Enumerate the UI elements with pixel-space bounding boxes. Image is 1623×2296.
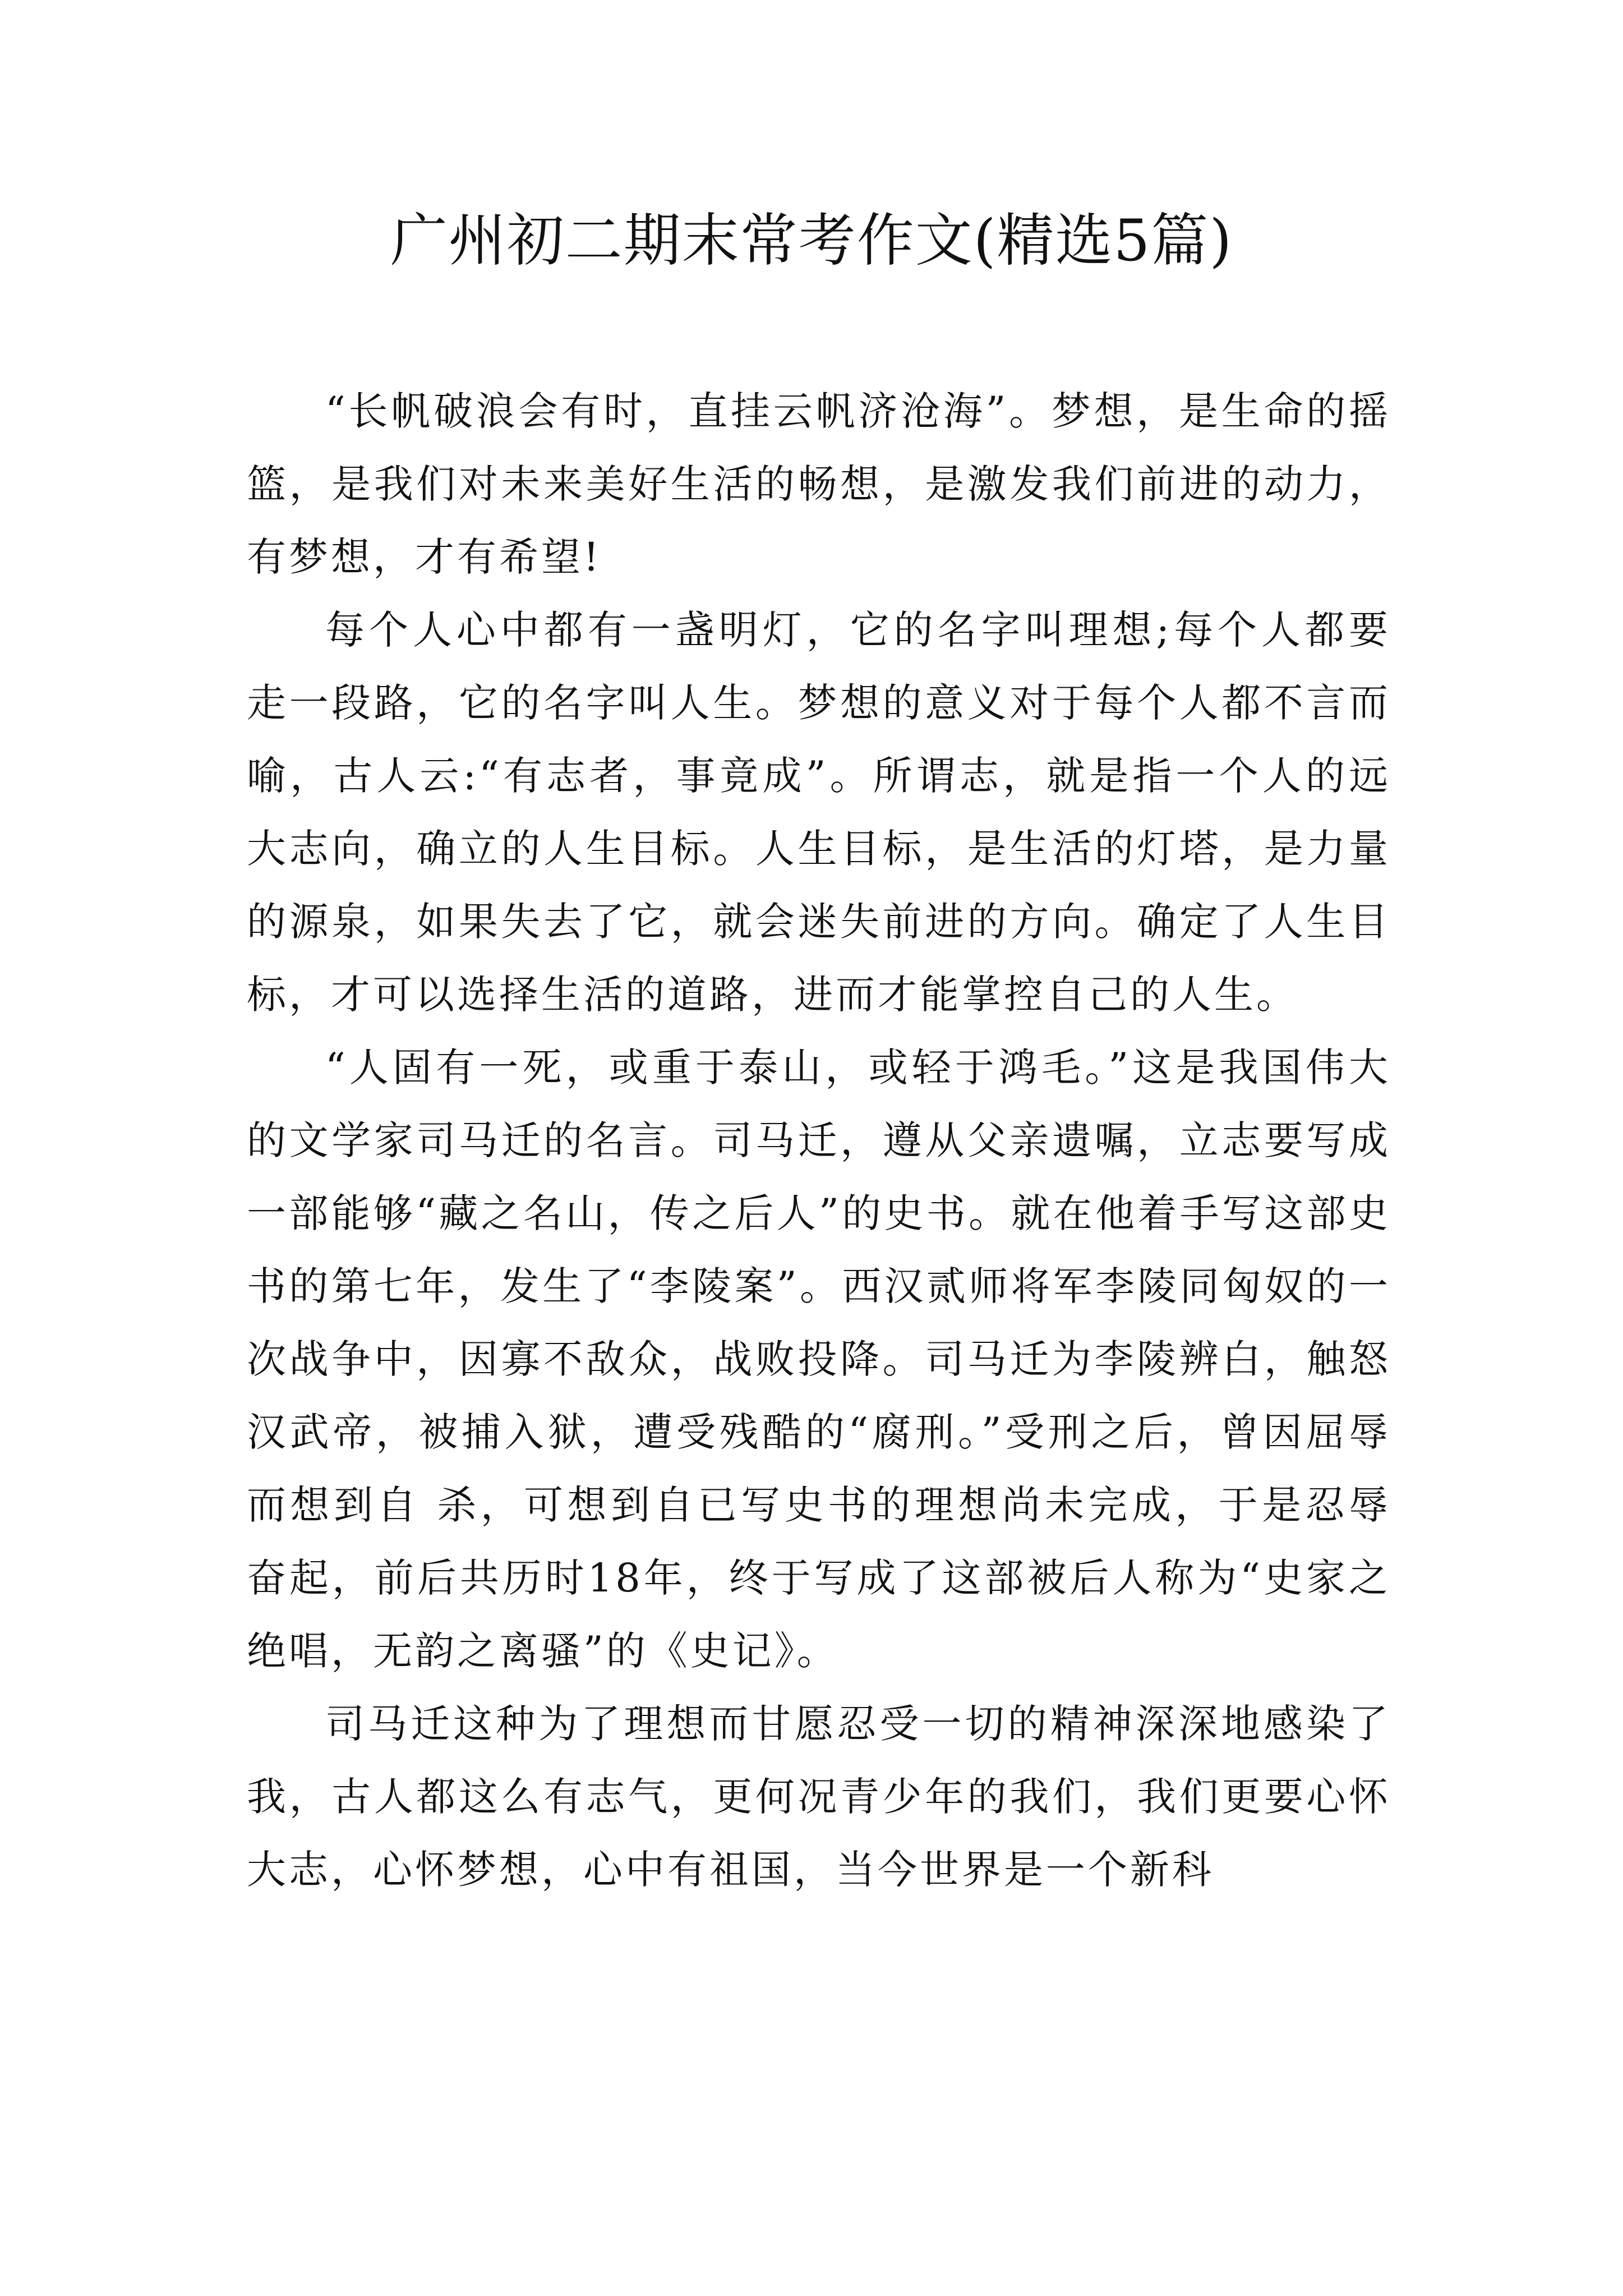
- paragraph-4: 司马迁这种为了理想而甘愿忍受一切的精神深深地感染了我，古人都这么有志气，更何况青少年的我们，我们更要心怀大志，心怀梦想，心中有祖国，当今世界是一个新科: [247, 1701, 1391, 1893]
- document-title: 广州初二期末常考作文(精选5篇): [390, 208, 1233, 274]
- paragraph-1: “长帆破浪会有时，直挂云帆济沧海”。梦想，是生命的摇篮，是我们对未来美好生活的畅想，是激发我们前进的动力，有梦想，才有希望!: [247, 388, 1391, 580]
- paragraph-2: 每个人心中都有一盏明灯，它的名字叫理想;每个人都要走一段路，它的名字叫人生。梦想的意义对于每个人都不言而喻，古人云:“有志者，事竟成”。所谓志，就是指一个人的远大志向，确立的人生目标。人生目标，是生活的灯塔，是力量的源泉，如果失去了它，就会迷失前进的方向。确定了人生目标，才可以选择生活的道路，进而才能掌控自己的人生。: [247, 607, 1391, 1018]
- paragraph-3: “人固有一死，或重于泰山，或轻于鸿毛。”这是我国伟大的文学家司马迁的名言。司马迁，遵从父亲遗嘱，立志要写成一部能够“藏之名山，传之后人”的史书。就在他着手写这部史书的第七年，发生了“李陵案”。西汉贰师将军李陵同匈奴的一次战争中，因寡不敌众，战败投降。司马迁为李陵辨白，触怒汉武帝，被捕入狱，遭受残酷的“腐刑。”受刑之后，曾因屈辱而想到自 杀，可想到自已写史书的理想尚未完成，于是忍辱奋起，前后共历时18年，终于写成了这部被后人称为“史家之绝唱，无韵之离骚”的《史记》。: [247, 1045, 1391, 1674]
- document-body: [247, 375, 1391, 1906]
